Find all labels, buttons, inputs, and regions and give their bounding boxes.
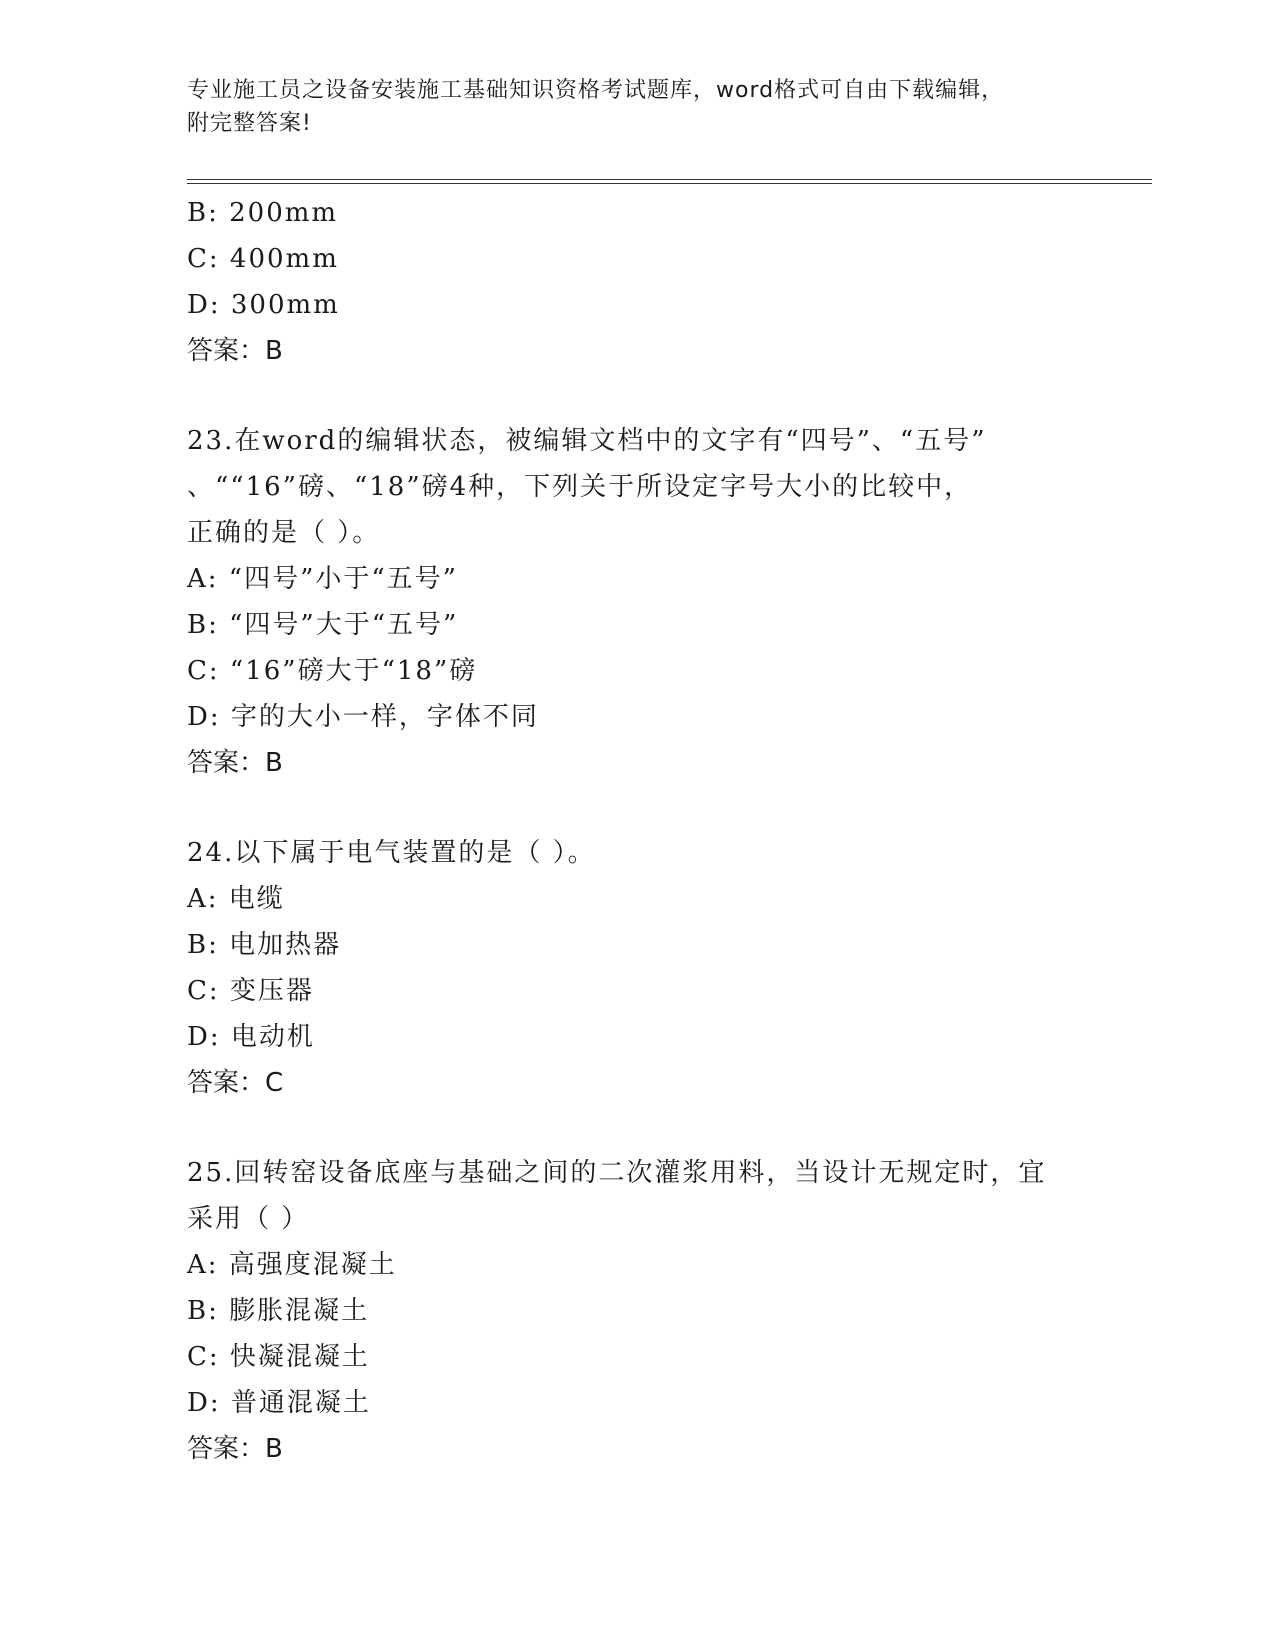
option: C: “16”磅大于“18”磅 xyxy=(187,656,478,686)
option: A: 电缆 xyxy=(187,884,285,914)
option: C: 400mm xyxy=(187,244,339,274)
question-25 xyxy=(187,1150,1087,1472)
question-stem: 采用（ ） xyxy=(187,1204,310,1234)
question-stem: 、““16”磅、“18”磅4种，下列关于所设定字号大小的比较中， xyxy=(187,472,973,502)
question-stem: 23.在word的编辑状态，被编辑文档中的文字有“四号”、“五号” xyxy=(187,426,987,456)
question-prev xyxy=(187,190,1087,374)
header-divider xyxy=(187,179,1152,180)
header-line: 专业施工员之设备安装施工基础知识资格考试题库，word格式可自由下载编辑， xyxy=(187,78,1005,103)
option: B: 电加热器 xyxy=(187,930,342,960)
option: A: 高强度混凝土 xyxy=(187,1250,397,1280)
document-header xyxy=(187,74,1087,140)
option: D: 300mm xyxy=(187,290,340,320)
header-line: 附完整答案! xyxy=(187,111,312,136)
question-list xyxy=(187,190,1087,1472)
answer: 答案：B xyxy=(187,336,283,366)
option: D: 字的大小一样，字体不同 xyxy=(187,702,539,732)
question-stem: 24.以下属于电气装置的是（ ）。 xyxy=(187,838,596,868)
question-stem: 正确的是（ ）。 xyxy=(187,518,381,548)
option: A: “四号”小于“五号” xyxy=(187,564,458,594)
option: D: 普通混凝土 xyxy=(187,1388,371,1418)
question-stem: 25.回转窑设备底座与基础之间的二次灌浆用料，当设计无规定时，宜 xyxy=(187,1158,1047,1188)
option: B: “四号”大于“五号” xyxy=(187,610,459,640)
option: C: 变压器 xyxy=(187,976,314,1006)
answer: 答案：C xyxy=(187,1068,284,1098)
answer: 答案：B xyxy=(187,1434,283,1464)
option: D: 电动机 xyxy=(187,1022,315,1052)
option: C: 快凝混凝土 xyxy=(187,1342,370,1372)
question-23 xyxy=(187,418,1087,786)
header-divider xyxy=(187,183,1152,184)
answer: 答案：B xyxy=(187,748,283,778)
option: B: 膨胀混凝土 xyxy=(187,1296,370,1326)
option: B: 200mm xyxy=(187,198,339,228)
question-24 xyxy=(187,830,1087,1106)
